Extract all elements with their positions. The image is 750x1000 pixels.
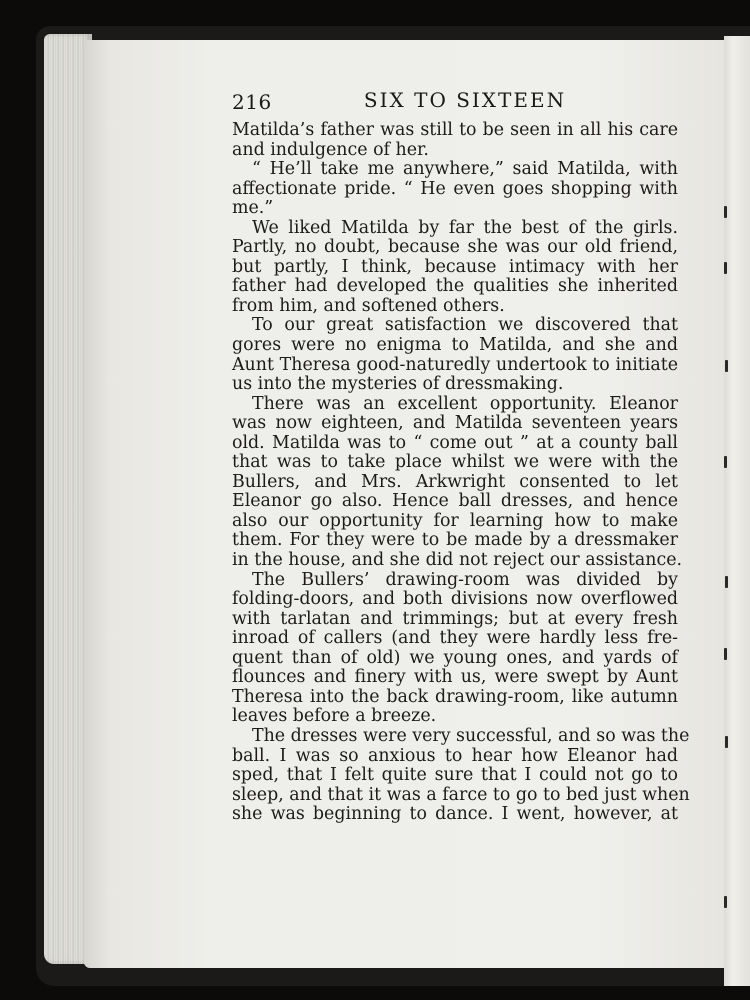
- edge-mark: [724, 262, 727, 274]
- edge-mark: [724, 456, 727, 468]
- text-line: in the house, and she did not reject our assistance.: [232, 550, 683, 571]
- text-line: To our great satisfaction we discovered that: [252, 315, 678, 336]
- text-line: quent than of old) we young ones, and yards of: [232, 647, 678, 668]
- text-line: that was to take place whilst we were with the: [232, 452, 678, 473]
- text-line: ball. I was so anxious to hear how Eleanor had: [232, 745, 678, 766]
- text-line: Theresa into the back drawing-room, like autumn: [232, 686, 678, 707]
- facing-page-edge: [724, 36, 750, 986]
- text-line: and indulgence of her.: [232, 139, 429, 160]
- text-line: from him, and softened others.: [232, 295, 505, 316]
- page-number: 216: [232, 90, 272, 114]
- text-line: folding-doors, and both divisions now overflowed: [232, 589, 678, 610]
- text-line: us into the mysteries of dressmaking.: [232, 374, 564, 395]
- text-line: old. Matilda was to “ come out ” at a county ball: [232, 432, 678, 453]
- edge-mark: [724, 648, 727, 660]
- text-line: Aunt Theresa good-naturedly undertook to initiate: [232, 354, 678, 375]
- text-line: she was beginning to dance. I went, however, at: [232, 804, 678, 825]
- text-line: Eleanor go also. Hence ball dresses, and hence: [232, 491, 678, 512]
- text-line: Bullers, and Mrs. Arkwright consented to let: [232, 471, 678, 492]
- text-line: was now eighteen, and Matilda seventeen years: [232, 413, 678, 434]
- edge-mark: [724, 206, 727, 218]
- text-line: There was an excellent opportunity. Eleanor: [252, 393, 678, 414]
- text-line: We liked Matilda by far the best of the girls.: [252, 217, 678, 238]
- text-line: sped, that I felt quite sure that I could not go to: [232, 765, 678, 786]
- text-line: them. For they were to be made by a dressmaker: [232, 530, 678, 551]
- edge-mark: [725, 360, 728, 372]
- text-line: gores were no enigma to Matilda, and she and: [232, 335, 678, 356]
- text-line: also our opportunity for learning how to make: [232, 510, 678, 531]
- running-title: SIX TO SIXTEEN: [363, 88, 567, 112]
- text-line: The Bullers’ drawing-room was divided by: [252, 569, 678, 590]
- body-text: [232, 120, 690, 825]
- edge-mark: [724, 896, 727, 908]
- text-line: father had developed the qualities she inherited: [232, 276, 678, 297]
- text-line: “ He’ll take me anywhere,” said Matilda, with: [252, 159, 678, 180]
- text-line: with tarlatan and trimmings; but at every fresh: [232, 608, 678, 629]
- text-line: inroad of callers (and they were hardly less fre-: [232, 628, 678, 649]
- text-line: Matilda’s father was still to be seen in all his care: [232, 120, 678, 140]
- text-line: sleep, and that it was a farce to go to bed just when: [232, 784, 690, 805]
- text-line: affectionate pride. “ He even goes shopping with: [232, 178, 678, 199]
- edge-mark: [725, 576, 728, 588]
- text-line: me.”: [232, 198, 274, 219]
- text-line: but partly, I think, because intimacy with her: [232, 256, 678, 277]
- running-head: [232, 86, 678, 120]
- text-line: The dresses were very successful, and so was the: [252, 725, 690, 746]
- text-line: Partly, no doubt, because she was our old friend,: [232, 237, 678, 258]
- text-line: leaves before a breeze.: [232, 706, 437, 727]
- edge-mark: [725, 736, 728, 748]
- text-line: flounces and finery with us, were swept by Aunt: [232, 667, 678, 688]
